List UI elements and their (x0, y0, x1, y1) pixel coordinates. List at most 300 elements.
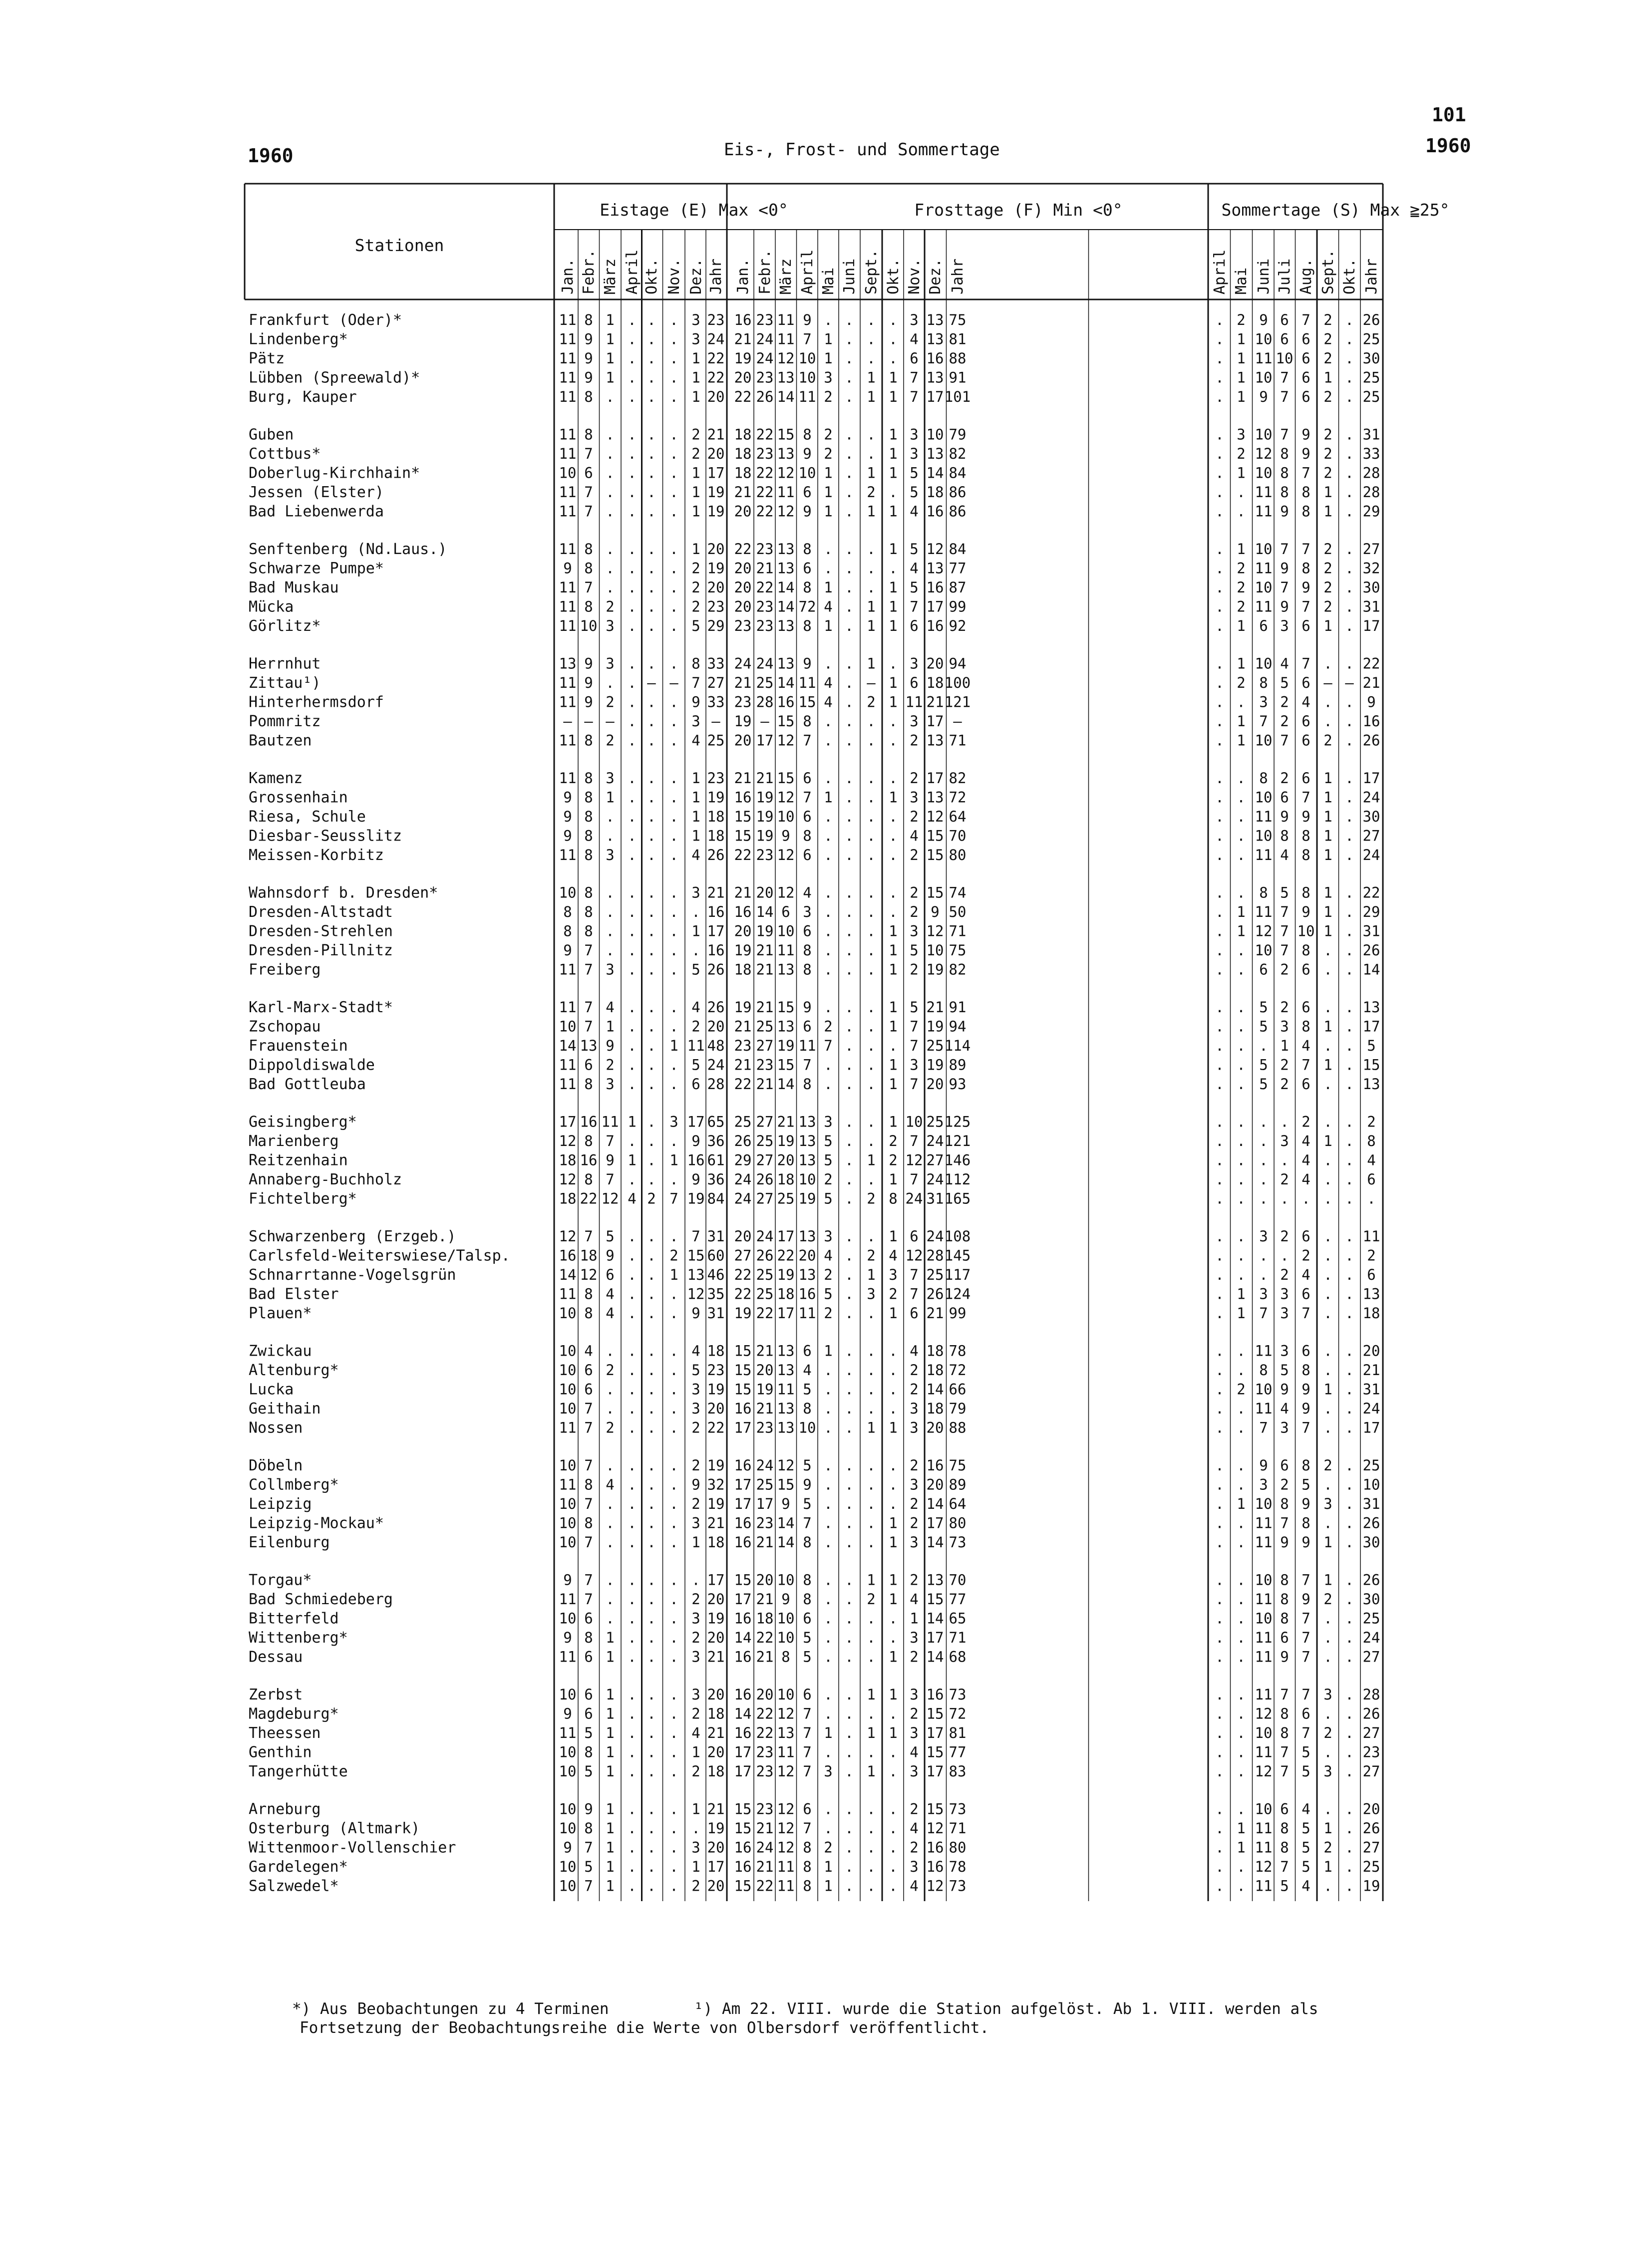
cell-value: 2 (867, 693, 876, 711)
cell-value: . (824, 1457, 833, 1474)
cell-value: 12 (1255, 1705, 1273, 1722)
cell-value: 24 (734, 655, 752, 672)
footnote-asterisk: *) Aus Beobachtungen zu 4 Terminen (292, 2000, 609, 2018)
cell-value: 7 (584, 1839, 593, 1856)
cell-value: . (889, 1495, 898, 1512)
cell-value: 11 (1255, 847, 1273, 863)
cell-value: 2 (910, 1648, 919, 1666)
cell-value: 1 (1323, 922, 1332, 940)
cell-value: 1 (628, 1151, 637, 1169)
cell-value: 27 (756, 1113, 774, 1131)
cell-value: 10 (777, 1686, 795, 1703)
cell-value: 3 (910, 789, 919, 806)
cell-value: 10 (1255, 541, 1273, 558)
cell-value: 27 (1362, 827, 1380, 845)
cell-value: 21 (734, 770, 752, 787)
cell-value: 23 (756, 311, 774, 328)
cell-value: 1 (824, 579, 833, 596)
cell-value: 1 (1323, 1018, 1332, 1035)
cell-value: 46 (707, 1266, 725, 1283)
cell-value: . (867, 827, 876, 845)
cell-value: 10 (559, 1877, 577, 1895)
cell-value: 2 (691, 1763, 700, 1780)
cell-value: 18 (734, 426, 752, 443)
cell-value: . (1215, 1763, 1224, 1780)
cell-value: 1 (606, 350, 615, 367)
cell-value: . (867, 884, 876, 901)
cell-value: 6 (1302, 961, 1310, 978)
cell-value: 14 (926, 464, 944, 482)
cell-value: . (647, 1133, 656, 1149)
cell-value: 15 (734, 1381, 752, 1398)
cell-value: 21 (756, 1858, 774, 1875)
cell-value: 10 (559, 1342, 577, 1360)
cell-value: 4 (889, 1247, 898, 1264)
cell-value: 15 (734, 808, 752, 825)
cell-value: 16 (734, 1457, 752, 1474)
cell-value: 19 (707, 560, 725, 577)
cell-value: 13 (777, 445, 795, 462)
cell-value: 4 (910, 827, 919, 845)
cell-value: 25 (756, 1285, 774, 1303)
cell-value: . (845, 693, 854, 711)
cell-value: 13 (777, 1362, 795, 1379)
cell-value: 7 (669, 1190, 678, 1207)
cell-value: 4 (628, 1190, 637, 1207)
cell-value: 4 (606, 1476, 615, 1493)
cell-value: 19 (756, 1381, 774, 1398)
cell-value: . (1215, 1419, 1224, 1436)
cell-value: . (1345, 1800, 1354, 1818)
cell-value: 3 (910, 1400, 919, 1417)
cell-value: 6 (910, 1305, 919, 1322)
cell-value: 7 (584, 1400, 593, 1417)
cell-value: 15 (734, 1571, 752, 1589)
cell-value: . (1345, 789, 1354, 806)
cell-value: 5 (1302, 1839, 1310, 1856)
cell-value: 10 (559, 1362, 577, 1379)
cell-value: 8 (584, 789, 593, 806)
cell-value: 3 (606, 1076, 615, 1093)
table-row (249, 1362, 1380, 1379)
cell-value: . (1345, 1151, 1354, 1169)
cell-value: 20 (707, 579, 725, 596)
eis-group-header: Eistage (E) Max <0° (600, 200, 788, 220)
cell-value: 8 (803, 1571, 812, 1589)
cell-value: . (1237, 999, 1246, 1016)
cell-value: . (889, 1381, 898, 1398)
cell-value: . (647, 942, 656, 959)
cell-value: . (1345, 847, 1354, 863)
cell-value: 19 (756, 789, 774, 806)
cell-value: . (1323, 655, 1332, 672)
cell-value: 20 (756, 1571, 774, 1589)
cell-value: . (1345, 1037, 1354, 1054)
cell-value: 13 (777, 1018, 795, 1035)
cell-value: . (647, 1763, 656, 1780)
cell-value: 21 (756, 1591, 774, 1608)
cell-value: 4 (606, 999, 615, 1016)
cell-value: 10 (926, 426, 944, 443)
cell-value: . (647, 1534, 656, 1551)
cell-value: 7 (824, 1037, 833, 1054)
cell-value: 17 (756, 1495, 774, 1512)
cell-value: 81 (949, 330, 967, 348)
cell-value: . (647, 445, 656, 462)
cell-value: 11 (777, 942, 795, 959)
table-row (249, 1419, 1380, 1437)
cell-value: 11 (559, 426, 577, 443)
month-header-eis-6: Dez. (687, 258, 705, 294)
cell-value: 8 (1302, 1018, 1310, 1035)
cell-value: 10 (1255, 369, 1273, 386)
cell-value: 16 (926, 350, 944, 367)
table-row (249, 1763, 1380, 1780)
cell-value: 21 (707, 1724, 725, 1741)
cell-value: 10 (559, 1743, 577, 1761)
cell-value: 8 (1280, 445, 1289, 462)
cell-value: . (647, 1037, 656, 1054)
cell-value: . (1237, 1763, 1246, 1780)
cell-value: . (845, 961, 854, 978)
cell-value: 18 (756, 1610, 774, 1627)
cell-value: . (628, 961, 637, 978)
cell-value: 6 (1302, 999, 1310, 1016)
cell-value: 86 (949, 503, 967, 520)
cell-value: 6 (1280, 1629, 1289, 1646)
cell-value: 24 (756, 330, 774, 348)
cell-value: 1 (824, 1724, 833, 1741)
cell-value: 11 (559, 732, 577, 749)
cell-value: 15 (734, 1800, 752, 1818)
cell-value: . (1345, 732, 1354, 749)
cell-value: 2 (691, 1457, 700, 1474)
cell-value: . (669, 350, 678, 367)
cell-value: 11 (559, 388, 577, 405)
table-row (249, 1305, 1380, 1322)
table-row (249, 1534, 1380, 1551)
cell-value: 1 (1323, 903, 1332, 920)
cell-value: . (1215, 426, 1224, 443)
cell-value: . (1215, 560, 1224, 577)
cell-value: . (824, 655, 833, 672)
table-row (249, 465, 1380, 482)
cell-value: 2 (606, 1056, 615, 1074)
cell-value: 8 (563, 922, 572, 940)
table-row (249, 961, 1380, 979)
cell-value: 2 (606, 1419, 615, 1436)
cell-value: 1 (867, 1419, 876, 1436)
cell-value: 15 (926, 847, 944, 863)
cell-value: 93 (949, 1076, 967, 1093)
cell-value: 7 (1302, 1648, 1310, 1666)
cell-value: . (628, 922, 637, 940)
cell-value: . (1237, 1342, 1246, 1360)
cell-value: . (647, 1514, 656, 1532)
cell-value: 8 (584, 1076, 593, 1093)
cell-value: . (889, 350, 898, 367)
cell-value: 9 (931, 903, 940, 920)
cell-value: . (1215, 541, 1224, 558)
cell-value: 2 (889, 1133, 898, 1149)
cell-value: 20 (707, 445, 725, 462)
cell-value: . (669, 1858, 678, 1875)
cell-value: 6 (803, 484, 812, 501)
cell-value: 10 (559, 1820, 577, 1837)
station-name: Plauen* (249, 1305, 312, 1322)
cell-value: 20 (926, 1076, 944, 1093)
cell-value: . (824, 1362, 833, 1379)
cell-value: . (1215, 1724, 1224, 1741)
cell-value: 73 (949, 1800, 967, 1818)
cell-value: 17 (1362, 617, 1380, 634)
cell-value: 23 (756, 1419, 774, 1436)
cell-value: 15 (798, 693, 816, 711)
cell-value: . (628, 1247, 637, 1264)
cell-value: 12 (777, 789, 795, 806)
cell-value: 89 (949, 1476, 967, 1493)
cell-value: . (606, 388, 615, 405)
cell-value: 81 (949, 1724, 967, 1741)
cell-value: 10 (777, 1571, 795, 1589)
cell-value: . (867, 1495, 876, 1512)
cell-value: 6 (584, 1362, 593, 1379)
cell-value: 4 (606, 1285, 615, 1303)
cell-value: 7 (691, 674, 700, 691)
cell-value: . (1345, 426, 1354, 443)
cell-value: 8 (584, 1514, 593, 1532)
cell-value: . (647, 808, 656, 825)
table-row (249, 1686, 1380, 1703)
cell-value: 3 (910, 713, 919, 730)
cell-value: . (845, 445, 854, 462)
cell-value: . (669, 942, 678, 959)
cell-value: . (889, 1457, 898, 1474)
cell-value: 9 (781, 1591, 790, 1608)
cell-value: . (824, 1381, 833, 1398)
frost-group-header: Frosttage (F) Min <0° (914, 200, 1123, 220)
cell-value: . (1323, 1190, 1332, 1207)
cell-value: . (628, 1400, 637, 1417)
cell-value: 8 (1367, 1133, 1376, 1149)
cell-value: . (1345, 884, 1354, 901)
table-row (249, 1649, 1380, 1666)
table-row (249, 1705, 1380, 1723)
cell-value: 83 (949, 1763, 967, 1780)
table-row (249, 1495, 1380, 1513)
cell-value: 10 (559, 1686, 577, 1703)
cell-value: 17 (734, 1495, 752, 1512)
cell-value: . (1237, 1190, 1246, 1207)
cell-value: 7 (584, 503, 593, 520)
cell-value: 6 (1302, 713, 1310, 730)
cell-value: 6 (1302, 674, 1310, 691)
cell-value: 7 (1280, 1858, 1289, 1875)
footnote-one: ¹) Am 22. VIII. wurde die Station aufgelöst. Ab 1. VIII. werden als (694, 2000, 1318, 2018)
table-row (249, 847, 1380, 864)
cell-value: 1 (889, 617, 898, 634)
month-header-frost-6: Sept. (863, 249, 880, 294)
cell-value: 24 (926, 1171, 944, 1188)
cell-value: 3 (1259, 1228, 1268, 1245)
station-name: Mücka (249, 598, 294, 616)
cell-value: 5 (803, 1629, 812, 1646)
cell-value: 7 (584, 1591, 593, 1608)
cell-value: 1 (691, 1534, 700, 1551)
cell-value: 10 (777, 1610, 795, 1627)
cell-value: . (867, 311, 876, 328)
cell-value: 17 (734, 1419, 752, 1436)
cell-value: . (669, 847, 678, 863)
cell-value: 23 (1362, 1743, 1380, 1761)
cell-value: 19 (734, 713, 752, 730)
cell-value: 2 (606, 732, 615, 749)
cell-value: 16 (777, 693, 795, 711)
cell-value: 10 (1255, 579, 1273, 596)
cell-value: 2 (1323, 560, 1332, 577)
cell-value: . (845, 1648, 854, 1666)
cell-value: 9 (781, 827, 790, 845)
cell-value: – (953, 713, 962, 730)
cell-value: . (889, 713, 898, 730)
cell-value: . (1323, 1629, 1332, 1646)
cell-value: . (669, 311, 678, 328)
cell-value: 2 (910, 1514, 919, 1532)
cell-value: – (647, 674, 656, 691)
cell-value: 21 (756, 1076, 774, 1093)
cell-value: 14 (926, 1495, 944, 1512)
cell-value: 20 (1362, 1800, 1380, 1818)
cell-value: 21 (707, 884, 725, 901)
cell-value: . (824, 1820, 833, 1837)
cell-value: . (889, 1610, 898, 1627)
cell-value: 79 (949, 426, 967, 443)
month-header-eis-3: April (624, 249, 641, 294)
cell-value: . (628, 1457, 637, 1474)
cell-value: . (669, 445, 678, 462)
cell-value: 21 (734, 330, 752, 348)
cell-value: 20 (734, 579, 752, 596)
cell-value: . (1237, 770, 1246, 787)
cell-value: 114 (944, 1037, 971, 1054)
cell-value: 1 (867, 1151, 876, 1169)
cell-value: 2 (647, 1190, 656, 1207)
cell-value: . (1345, 484, 1354, 501)
cell-value: . (628, 1266, 637, 1283)
station-name: Grossenhain (249, 789, 348, 807)
cell-value: 25 (756, 1266, 774, 1283)
cell-value: 12 (905, 1247, 923, 1264)
cell-value: 2 (1237, 598, 1246, 615)
cell-value: . (1215, 598, 1224, 615)
cell-value: 6 (781, 903, 790, 920)
cell-value: 9 (1302, 1534, 1310, 1551)
cell-value: 11 (559, 503, 577, 520)
table-row (249, 331, 1380, 348)
cell-value: . (628, 560, 637, 577)
cell-value: 9 (1280, 503, 1289, 520)
cell-value: . (647, 1743, 656, 1761)
cell-value: . (867, 1743, 876, 1761)
cell-value: 9 (691, 693, 700, 711)
cell-value: 2 (691, 1629, 700, 1646)
cell-value: 17 (1362, 1018, 1380, 1035)
month-header-sommer-1: Mai (1233, 267, 1250, 294)
cell-value: 2 (1323, 350, 1332, 367)
cell-value: . (845, 1037, 854, 1054)
cell-value: . (691, 1820, 700, 1837)
cell-value: . (669, 1419, 678, 1436)
cell-value: 21 (756, 1400, 774, 1417)
cell-value: . (1237, 1648, 1246, 1666)
cell-value: 7 (584, 942, 593, 959)
cell-value: . (1259, 1190, 1268, 1207)
cell-value: 1 (1323, 484, 1332, 501)
cell-value: . (669, 464, 678, 482)
cell-value: 5 (584, 1724, 593, 1741)
month-header-frost-3: April (799, 249, 816, 294)
cell-value: 33 (1362, 445, 1380, 462)
cell-value: . (1280, 1151, 1289, 1169)
cell-value: . (1345, 1648, 1354, 1666)
cell-value: 82 (949, 961, 967, 978)
cell-value: . (1345, 693, 1354, 711)
cell-value: . (647, 1705, 656, 1722)
cell-value: . (628, 1285, 637, 1303)
cell-value: . (845, 388, 854, 405)
cell-value: 6 (1302, 1228, 1310, 1245)
cell-value: 19 (1362, 1877, 1380, 1895)
station-name: Herrnhut (249, 655, 321, 673)
cell-value: 1 (889, 1724, 898, 1741)
cell-value: 1 (606, 1877, 615, 1895)
cell-value: 1 (824, 350, 833, 367)
cell-value: 125 (944, 1113, 971, 1131)
cell-value: . (1345, 1686, 1354, 1703)
cell-value: . (845, 1362, 854, 1379)
cell-value: . (628, 1056, 637, 1074)
cell-value: . (669, 1724, 678, 1741)
cell-value: 30 (1362, 1591, 1380, 1608)
cell-value: . (1345, 560, 1354, 577)
cell-value: . (628, 1476, 637, 1493)
cell-value: 11 (559, 1056, 577, 1074)
cell-value: 17 (1362, 770, 1380, 787)
cell-value: 7 (803, 789, 812, 806)
cell-value: 1 (606, 1839, 615, 1856)
cell-value: 11 (559, 1724, 577, 1741)
cell-value: 1 (1237, 1285, 1246, 1303)
cell-value: . (1345, 1724, 1354, 1741)
cell-value: . (845, 503, 854, 520)
cell-value: . (628, 1514, 637, 1532)
table-row (249, 789, 1380, 807)
cell-value: 20 (707, 1629, 725, 1646)
table-row (249, 1839, 1380, 1857)
station-name: Frankfurt (Oder)* (249, 311, 402, 329)
cell-value: 4 (1280, 847, 1289, 863)
cell-value: . (647, 1457, 656, 1474)
cell-value: . (669, 1476, 678, 1493)
cell-value: . (1323, 1648, 1332, 1666)
cell-value: 12 (926, 922, 944, 940)
cell-value: 5 (824, 1151, 833, 1169)
cell-value: 10 (1255, 330, 1273, 348)
station-name: Arneburg (249, 1800, 321, 1818)
cell-value: 10 (559, 1534, 577, 1551)
cell-value: . (889, 903, 898, 920)
cell-value: 7 (1302, 1629, 1310, 1646)
